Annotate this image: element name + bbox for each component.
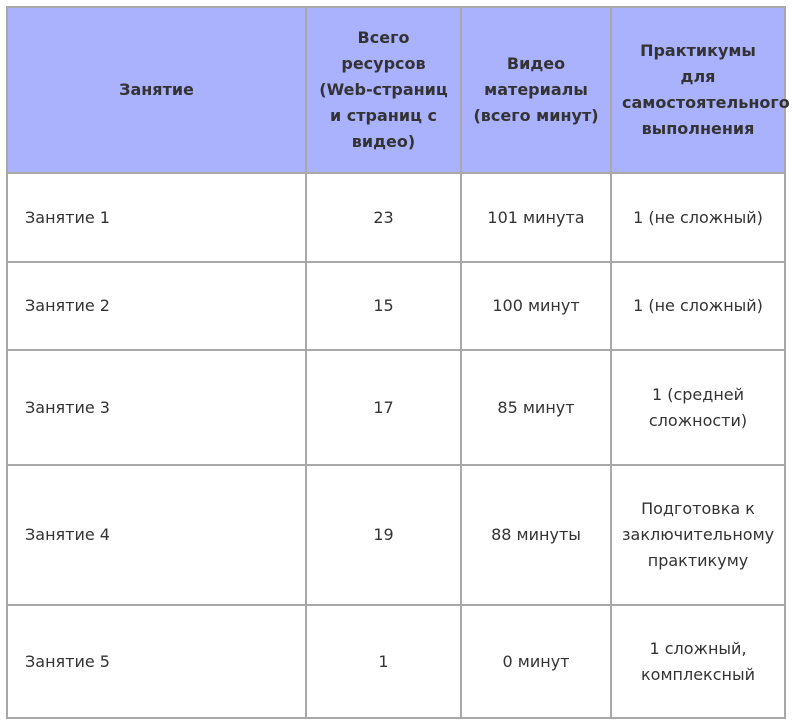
table-row: [7, 465, 785, 605]
cell-video-minutes: 100 минут: [461, 262, 611, 350]
table-header-row: [7, 7, 785, 173]
cell-lesson: Занятие 2: [7, 262, 306, 350]
cell-practicums: 1 (не сложный): [611, 262, 785, 350]
cell-practicums: 1 (средней сложности): [611, 350, 785, 465]
cell-video-minutes: 101 минута: [461, 173, 611, 262]
cell-practicums: 1 (не сложный): [611, 173, 785, 262]
cell-practicums: Подготовка к заключительному практикуму: [611, 465, 785, 605]
cell-total-resources: 17: [306, 350, 461, 465]
table-row: [7, 605, 785, 718]
cell-video-minutes: 0 минут: [461, 605, 611, 718]
cell-total-resources: 15: [306, 262, 461, 350]
cell-lesson: Занятие 3: [7, 350, 306, 465]
table-row: [7, 350, 785, 465]
header-practicums: Практикумы для самостоятельного выполнения: [611, 7, 785, 173]
cell-lesson: Занятие 5: [7, 605, 306, 718]
header-lesson: Занятие: [7, 7, 306, 173]
table-row: [7, 262, 785, 350]
course-table-container: [6, 6, 790, 719]
header-total-resources: Всего ресурсов (Web-страниц и страниц с видео): [306, 7, 461, 173]
cell-practicums: 1 сложный, комплексный: [611, 605, 785, 718]
cell-video-minutes: 88 минуты: [461, 465, 611, 605]
cell-lesson: Занятие 1: [7, 173, 306, 262]
cell-total-resources: 19: [306, 465, 461, 605]
table-row: [7, 173, 785, 262]
cell-total-resources: 23: [306, 173, 461, 262]
cell-total-resources: 1: [306, 605, 461, 718]
course-resources-table: [6, 6, 790, 719]
header-video-materials: Видео материалы (всего минут): [461, 7, 611, 173]
cell-video-minutes: 85 минут: [461, 350, 611, 465]
cell-lesson: Занятие 4: [7, 465, 306, 605]
